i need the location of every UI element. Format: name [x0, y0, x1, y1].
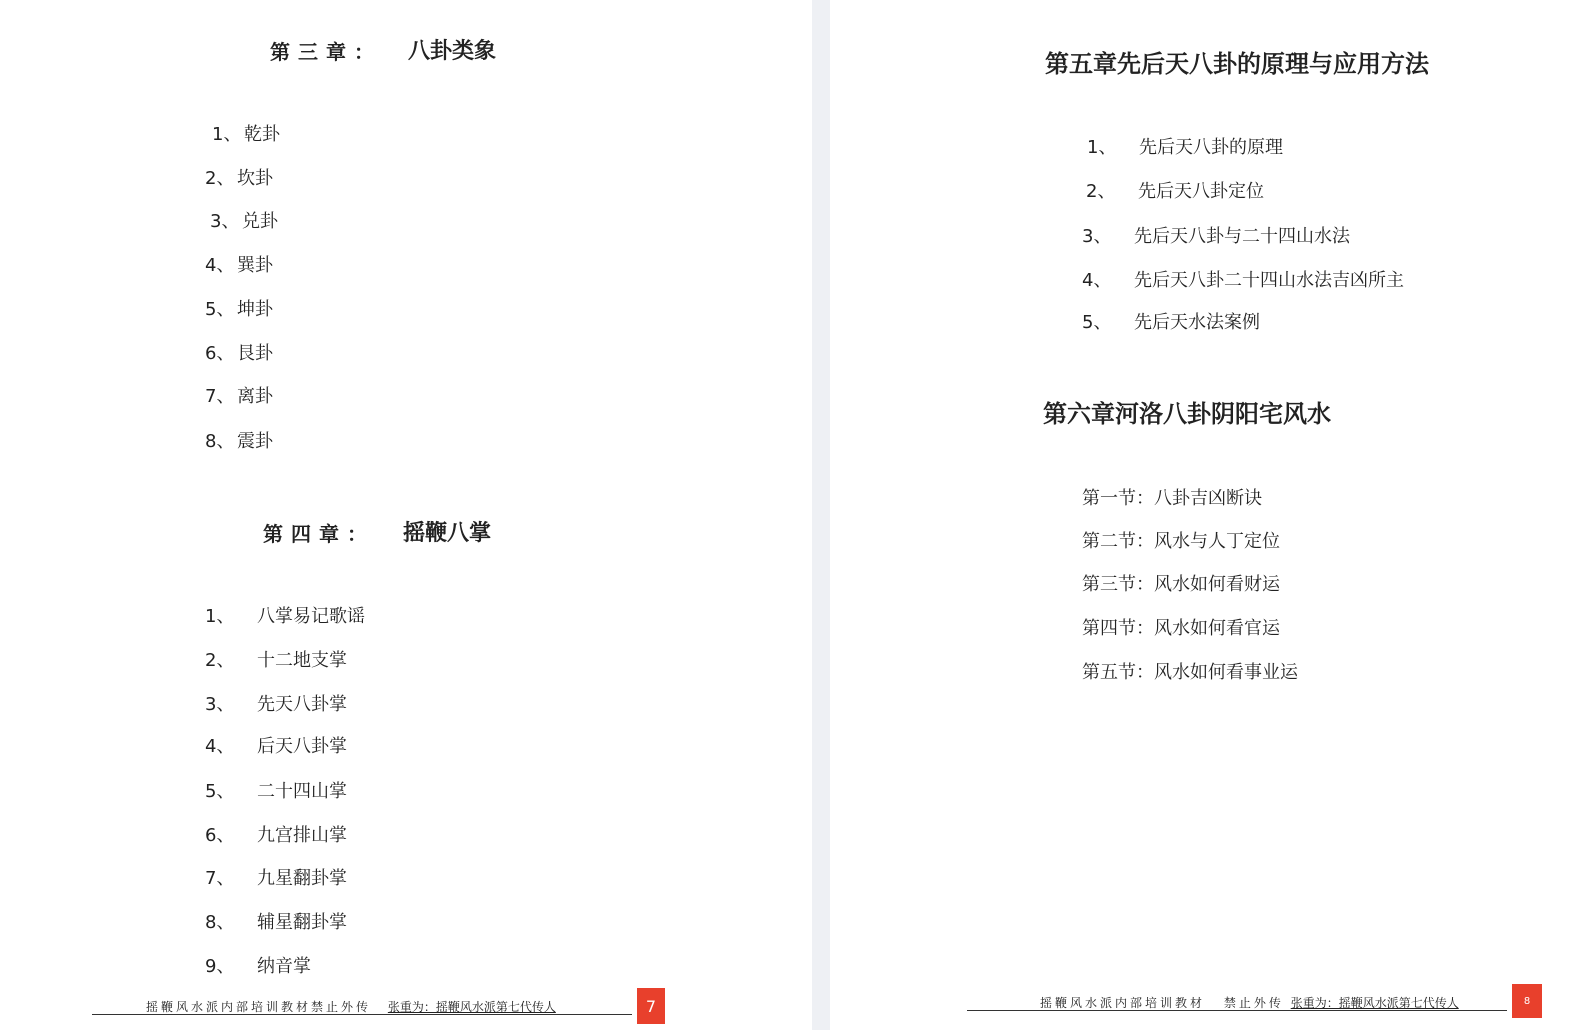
list-item-text: 第二节：风水与人丁定位: [1082, 531, 1280, 552]
list-item-text: 第三节：风水如何看财运: [1082, 574, 1280, 595]
list-item-text: 二十四山掌: [257, 781, 347, 802]
list-item-text: 九星翻卦掌: [257, 868, 347, 889]
list-item-text: 先后天水法案例: [1134, 312, 1260, 333]
list-item-number: 4、: [205, 736, 235, 757]
list-item-text: 兑卦: [242, 211, 278, 232]
list-item-text: 第五节：风水如何看事业运: [1082, 662, 1298, 683]
list-item: [1082, 614, 1280, 640]
list-item-text: 八掌易记歌谣: [257, 606, 365, 627]
list-item-text: 先后天八卦的原理: [1139, 137, 1283, 158]
list-item-text: 先天八卦掌: [257, 694, 347, 715]
list-item: [205, 382, 273, 408]
list-item: [205, 339, 273, 365]
list-item-text: 震卦: [237, 431, 273, 452]
chapter3-title: 八卦类象: [408, 39, 497, 64]
list-item: [205, 690, 347, 716]
list-item-number: 3、: [205, 694, 235, 715]
list-item-text: 艮卦: [237, 343, 273, 364]
chapter4-title: 摇鞭八掌: [403, 521, 492, 546]
list-item-text: 坎卦: [237, 168, 273, 189]
list-item: [1082, 570, 1280, 596]
footer-notice: 摇鞭风水派内部培训教材禁止外传: [146, 1000, 372, 1014]
footer-notice-2: 禁止外传: [1223, 996, 1284, 1010]
list-item-number: 7、: [205, 868, 235, 889]
list-item: [205, 777, 347, 803]
list-item: [205, 646, 347, 672]
page-number: 7: [645, 996, 657, 1016]
list-item-text: 十二地支掌: [257, 650, 347, 671]
chapter4-label: 第四章：: [263, 522, 375, 546]
list-item-number: 3、: [210, 211, 240, 232]
list-item-text: 先后天八卦定位: [1138, 181, 1264, 202]
list-item-text: 巽卦: [237, 255, 273, 276]
footer-author: 张重为：摇鞭风水派第七代传人: [387, 1000, 556, 1014]
list-item-number: 5、: [205, 299, 235, 320]
list-item-number: 6、: [205, 825, 235, 846]
right-page: [830, 0, 1572, 1030]
list-item: [205, 908, 347, 934]
page-number: 8: [1523, 995, 1531, 1007]
list-item: [210, 207, 278, 233]
list-item-text: 先后天八卦二十四山水法吉凶所主: [1134, 270, 1404, 291]
page-number-badge: [1512, 984, 1542, 1018]
list-item-text: 乾卦: [244, 124, 280, 145]
list-item: [205, 732, 347, 758]
list-item-text: 纳音掌: [257, 956, 311, 977]
list-item-number: 1、: [212, 124, 242, 145]
list-item-text: 辅星翻卦掌: [257, 912, 347, 933]
list-item-text: 先后天八卦与二十四山水法: [1134, 226, 1350, 247]
list-item: [1082, 308, 1260, 334]
list-item-number: 9、: [205, 956, 235, 977]
list-item-number: 6、: [205, 343, 235, 364]
list-item: [205, 602, 365, 628]
list-item-number: 1、: [1087, 137, 1117, 158]
list-item-number: 7、: [205, 386, 235, 407]
list-item-number: 5、: [205, 781, 235, 802]
list-item: [205, 427, 273, 453]
footer-author: 张重为：摇鞭风水派第七代传人: [1290, 996, 1459, 1010]
list-item: [205, 164, 273, 190]
list-item-number: 2、: [205, 650, 235, 671]
list-item-number: 4、: [1082, 270, 1112, 291]
list-item-text: 后天八卦掌: [257, 736, 347, 757]
list-item-number: 8、: [205, 912, 235, 933]
list-item: [205, 864, 347, 890]
list-item-text: 第一节：八卦吉凶断诀: [1082, 488, 1262, 509]
list-item-text: 坤卦: [237, 299, 273, 320]
list-item-number: 3、: [1082, 226, 1112, 247]
list-item-text: 离卦: [237, 386, 273, 407]
list-item-number: 2、: [205, 168, 235, 189]
list-item-text: 第四节：风水如何看官运: [1082, 618, 1280, 639]
list-item-number: 2、: [1086, 181, 1116, 202]
page-number-badge: [637, 988, 665, 1024]
list-item-number: 8、: [205, 431, 235, 452]
list-item: [205, 821, 347, 847]
list-item-number: 4、: [205, 255, 235, 276]
list-item: [1086, 177, 1264, 203]
list-item: [1082, 484, 1262, 510]
chapter6-title: 第六章河洛八卦阴阳宅风水: [1043, 400, 1331, 428]
chapter3-label: 第三章：: [270, 40, 382, 64]
list-item-number: 5、: [1082, 312, 1112, 333]
list-item: [1087, 133, 1283, 159]
footer-notice: 摇鞭风水派内部培训教材: [1040, 996, 1206, 1010]
list-item: [212, 120, 280, 146]
footer-text: [1040, 994, 1459, 1011]
list-item: [1082, 266, 1404, 292]
list-item: [1082, 222, 1350, 248]
list-item: [205, 251, 273, 277]
list-item: [1082, 527, 1280, 553]
list-item: [1082, 658, 1298, 684]
list-item: [205, 295, 273, 321]
list-item: [205, 952, 311, 978]
list-item-text: 九宫排山掌: [257, 825, 347, 846]
list-item-number: 1、: [205, 606, 235, 627]
chapter5-title: 第五章先后天八卦的原理与应用方法: [1045, 50, 1429, 78]
footer-text: [146, 998, 556, 1015]
